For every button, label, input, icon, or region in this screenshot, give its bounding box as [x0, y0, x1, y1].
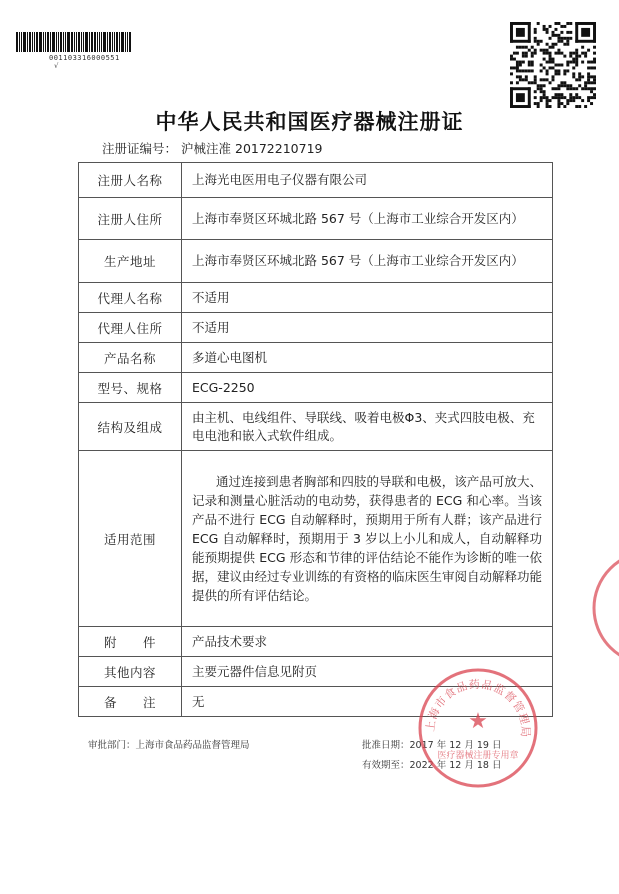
table-row [79, 283, 553, 313]
registration-number [102, 139, 326, 157]
row-value: 上海市奉贤区环城北路 567 号（上海市工业综合开发区内） [182, 240, 553, 283]
row-value: 通过连接到患者胸部和四肢的导联和电极，该产品可放大、记录和测量心脏活动的电动势，获得患者的 ECG 和心率。当该产品不进行 ECG 自动解释时，预期用于所有人群；该产品进行 ECG 自动解释时，预期用于 3 岁以上小儿和成人，自动解释功能预期提供 ECG 形态和节律的评估结论不能作为诊断的唯一依据，建议由经过专业训练的有资格的临床医生审阅自动解释功能提供的所有评估结论。 [182, 451, 553, 627]
seal-subtext: 医疗器械注册专用章 [437, 751, 519, 761]
row-label: 代理人名称 [79, 283, 182, 313]
row-label: 其他内容 [79, 657, 182, 687]
row-label: 适用范围 [79, 451, 182, 627]
row-label: 附 件 [79, 627, 182, 657]
row-value: 上海光电医用电子仪器有限公司 [182, 163, 553, 198]
row-label: 注册人名称 [79, 163, 182, 198]
page-title: 中华人民共和国医疗器械注册证 [155, 109, 464, 134]
row-value: 产品技术要求 [182, 627, 553, 657]
table-row [79, 627, 553, 657]
table-row [79, 163, 553, 198]
row-value: 上海市奉贤区环城北路 567 号（上海市工业综合开发区内） [182, 198, 553, 240]
official-seal [416, 666, 540, 790]
qr-code [510, 22, 596, 108]
registration-label: 注册证编号： [102, 141, 178, 156]
barcode-number: 001103316000551 [49, 54, 120, 62]
row-value: 不适用 [182, 283, 553, 313]
partial-seal [588, 548, 619, 668]
row-label: 型号、规格 [79, 373, 182, 403]
authority-label: 审批部门： [88, 740, 136, 751]
authority-value: 上海市食品药品监督管理局 [135, 740, 250, 751]
table-row [79, 451, 553, 627]
row-value: 多道心电图机 [182, 343, 553, 373]
row-label: 注册人住所 [79, 198, 182, 240]
approval-authority [88, 737, 250, 751]
approval-date-label: 批准日期： [362, 740, 410, 751]
row-value: 由主机、电线组件、导联线、吸着电极Φ3、夹式四肢电极、充电电池和嵌入式软件组成。 [182, 403, 553, 451]
row-label: 生产地址 [79, 240, 182, 283]
row-label: 代理人住所 [79, 313, 182, 343]
table-row [79, 403, 553, 451]
row-value: 主要元器件信息见附页 [182, 657, 553, 687]
row-label: 产品名称 [79, 343, 182, 373]
tick-mark: √ [54, 62, 59, 70]
table-row [79, 343, 553, 373]
table-row [79, 373, 553, 403]
expiry-date-label: 有效期至： [362, 760, 410, 771]
row-label: 备 注 [79, 687, 182, 717]
row-value: 无 [182, 687, 553, 717]
table-row [79, 198, 553, 240]
seal-text: 上海市食品药品监督管理局 [423, 677, 533, 738]
row-value: 不适用 [182, 313, 553, 343]
certificate-table [78, 162, 553, 717]
table-row [79, 240, 553, 283]
table-row [79, 313, 553, 343]
expiry-date-value: 2022 年 12 月 18 日 [409, 760, 502, 771]
registration-value: 沪械注准 20172210719 [181, 141, 323, 156]
barcode [16, 32, 132, 52]
row-value: ECG-2250 [182, 373, 553, 403]
row-label: 结构及组成 [79, 403, 182, 451]
approval-date-value: 2017 年 12 月 19 日 [409, 740, 502, 751]
seal-star: ★ [468, 709, 488, 734]
